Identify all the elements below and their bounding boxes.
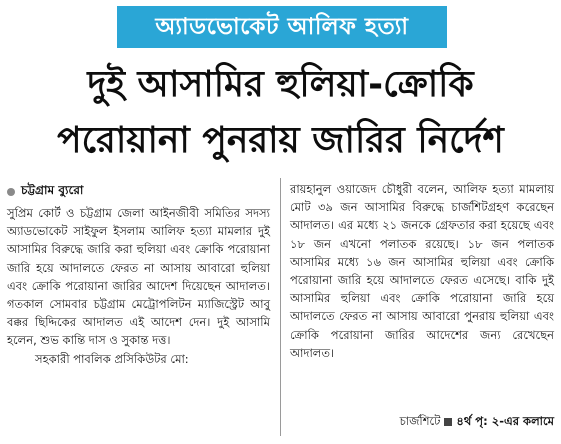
- column-divider: [280, 178, 281, 436]
- byline: [7, 182, 83, 202]
- headline-line-1: দুই আসামির হুলিয়া-ক্রোকি: [87, 64, 474, 105]
- article-paragraph: সুপ্রিম কোর্ট ও চট্টগ্রাম জেলা আইনজীবী সমিতির সদস্য অ্যাডভোকেট সাইফুল ইসলাম আলিফ হত্যা মামলার দুই আসামির বিরুদ্ধে জারি করা হুলিয়া এবং ক্রোকি পরোয়ানা জারি হয়ে আদালতে ফেরত না আসায় আবারো হুলিয়া এবং ক্রোকি পরোয়ানা জারির আদেশ দিয়েছেন আদালত। গতকাল সোমবার চট্টগ্রাম মেট্রোপলিটন ম্যাজিস্ট্রেট আবু বক্কর ছিদ্দিকের আদালত এই আদেশ দেন। দুই আসামি হলেন, শুভ কান্তি দাস ও সুকান্ত দত্ত।: [7, 206, 270, 348]
- bureau-label: চট্টগ্রাম ব্যুরো: [21, 183, 84, 197]
- article-paragraph: সহকারী পাবলিক প্রসিকিউটর মো:: [35, 351, 189, 366]
- article-column-left: [7, 204, 270, 368]
- bullet-icon: [7, 188, 15, 196]
- continuation-note: [290, 412, 554, 432]
- article-column-right: [290, 180, 554, 362]
- square-icon: [444, 418, 452, 426]
- continuation-page-ref: ৪র্থ পৃ: ২-এর কলামে: [456, 413, 554, 428]
- kicker-banner: অ্যাডভোকেট আলিফ হত্যা: [117, 6, 447, 48]
- headline-line-2: পরোয়ানা পুনরায় জারির নির্দেশ: [57, 120, 504, 161]
- article-paragraph: রায়হানুল ওয়াজেদ চৌধুরী বলেন, আলিফ হত্যা মামলায় মোট ৩৯ জন আসামির বিরুদ্ধে চার্জশিটগ্রহণ করেছেন আদালত। এর মধ্যে ২১ জনকে গ্রেফতার করা হয়েছে এবং ১৮ জন এখনো পলাতক রয়েছে। ১৮ জন পলাতক আসামির মধ্যে ১৬ জন আসামির হুলিয়া এবং ক্রোকি পরোয়ানা জারি হয়ে আদালতে ফেরত এসেছে। বাকি দুই আসামির হুলিয়া এবং ক্রোকি পরোয়ানা জারি হয়ে আদালতে ফেরত না আসায় আবারো পুনরায় হুলিয়া এবং ক্রোকি পরোয়ানা জারির আদেশের জন্য রেখেছেন আদালত।: [290, 182, 554, 360]
- continuation-word: চার্জশিটে: [399, 413, 441, 428]
